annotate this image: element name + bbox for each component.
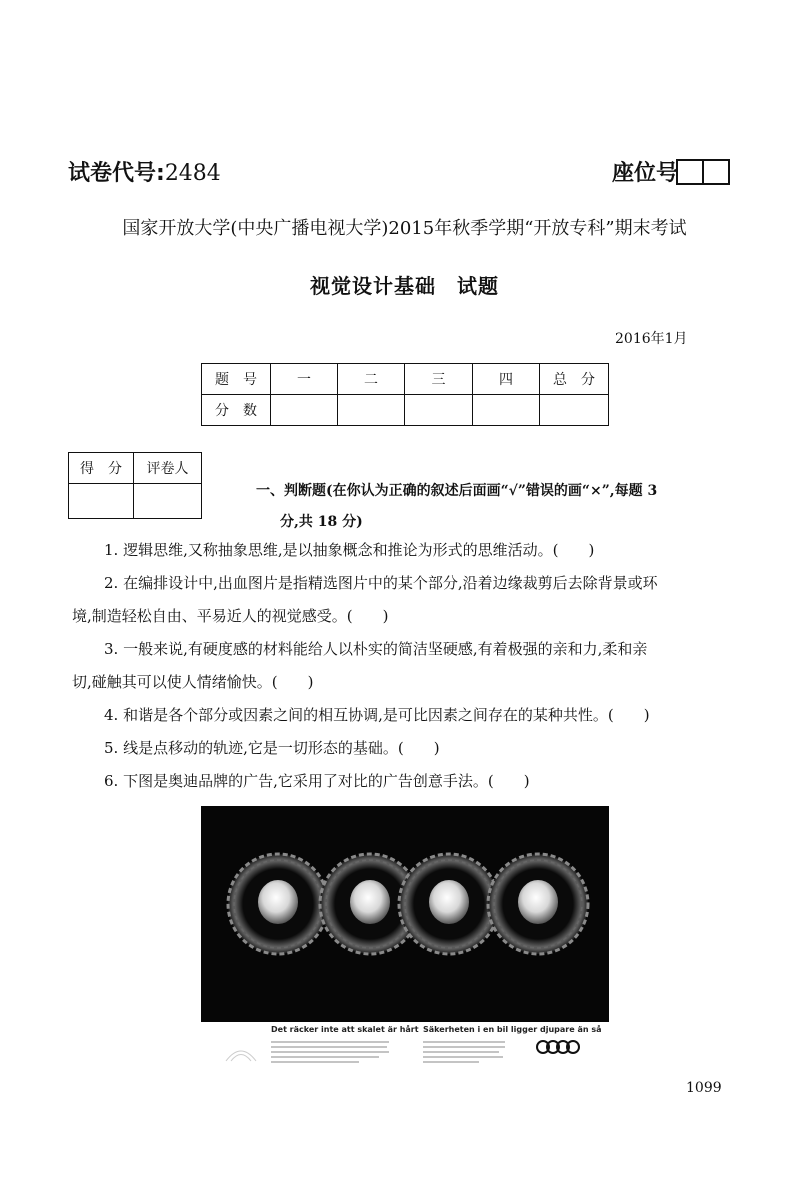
score-header-cell: 总 分	[540, 364, 609, 395]
score-cell[interactable]	[473, 395, 540, 426]
question-3: 3. 一般来说,有硬度感的材料能给人以朴实的简洁坚硬感,有着极强的亲和力,柔和亲	[104, 640, 648, 658]
section-header	[256, 476, 746, 538]
score-table-header-row	[202, 364, 609, 395]
grader-name-cell[interactable]	[134, 484, 202, 519]
paper-code-label: 试卷代号:	[68, 161, 165, 186]
section-title-line1: 一、判断题(在你认为正确的叙述后面画“√”错误的画“×”,每题 3	[256, 483, 658, 499]
question-2-cont: 境,制造轻松自由、平易近人的视觉感受。( )	[72, 607, 389, 625]
score-table	[201, 363, 609, 426]
score-header-cell: 题 号	[202, 364, 271, 395]
score-header-cell: 二	[338, 364, 405, 395]
seat-number	[612, 156, 730, 187]
question-1: 1. 逻辑思维,又称抽象思维,是以抽象概念和推论为形式的思维活动。( )	[104, 541, 595, 559]
seat-box-1[interactable]	[676, 159, 704, 185]
grader-score-cell[interactable]	[69, 484, 134, 519]
seat-box-2[interactable]	[702, 159, 730, 185]
subject-title: 视觉设计基础 试题	[310, 274, 499, 298]
seat-label: 座位号	[612, 161, 679, 186]
score-row-label: 分 数	[202, 395, 271, 426]
score-cell[interactable]	[405, 395, 473, 426]
ad-caption-area	[201, 1022, 609, 1068]
question-3-cont: 切,碰触其可以使人情绪愉快。( )	[72, 673, 314, 691]
nest-3	[399, 854, 499, 954]
ad-headline-left: Det räcker inte att skalet är hårt	[271, 1025, 419, 1034]
paper-code-number: 2484	[164, 161, 221, 186]
page-number: 1099	[686, 1080, 722, 1096]
egg-nests-illustration	[201, 806, 609, 1022]
score-header-cell: 四	[473, 364, 540, 395]
score-cell[interactable]	[271, 395, 338, 426]
audi-ad-image	[201, 806, 609, 1068]
question-4: 4. 和谐是各个部分或因素之间的相互协调,是可比因素之间存在的某种共性。( )	[104, 706, 650, 724]
ad-photo	[201, 806, 609, 1022]
ad-faded-mark	[221, 1036, 261, 1066]
question-2: 2. 在编排设计中,出血图片是指精选图片中的某个部分,沿着边缘裁剪后去除背景或环	[104, 574, 658, 592]
nest-4	[488, 854, 588, 954]
score-header-cell: 三	[405, 364, 473, 395]
exam-title: 国家开放大学(中央广播电视大学)2015年秋季学期“开放专科”期末考试	[122, 218, 687, 239]
score-table-score-row	[202, 395, 609, 426]
score-cell[interactable]	[540, 395, 609, 426]
question-5: 5. 线是点移动的轨迹,它是一切形态的基础。( )	[104, 739, 440, 757]
audi-rings-logo	[535, 1038, 583, 1056]
grader-score-label: 得 分	[69, 453, 134, 484]
score-cell[interactable]	[338, 395, 405, 426]
grader-name-label: 评卷人	[134, 453, 202, 484]
exam-date: 2016年1月	[615, 331, 688, 347]
score-header-cell: 一	[271, 364, 338, 395]
question-6: 6. 下图是奥迪品牌的广告,它采用了对比的广告创意手法。( )	[104, 772, 530, 790]
grader-table	[68, 452, 202, 519]
section-title-line2: 分,共 18 分)	[280, 514, 363, 530]
ad-body-copy	[269, 1038, 569, 1066]
ad-headline-right: Säkerheten i en bil ligger djupare än så	[423, 1025, 602, 1034]
paper-code	[68, 156, 221, 187]
nest-1	[228, 854, 328, 954]
